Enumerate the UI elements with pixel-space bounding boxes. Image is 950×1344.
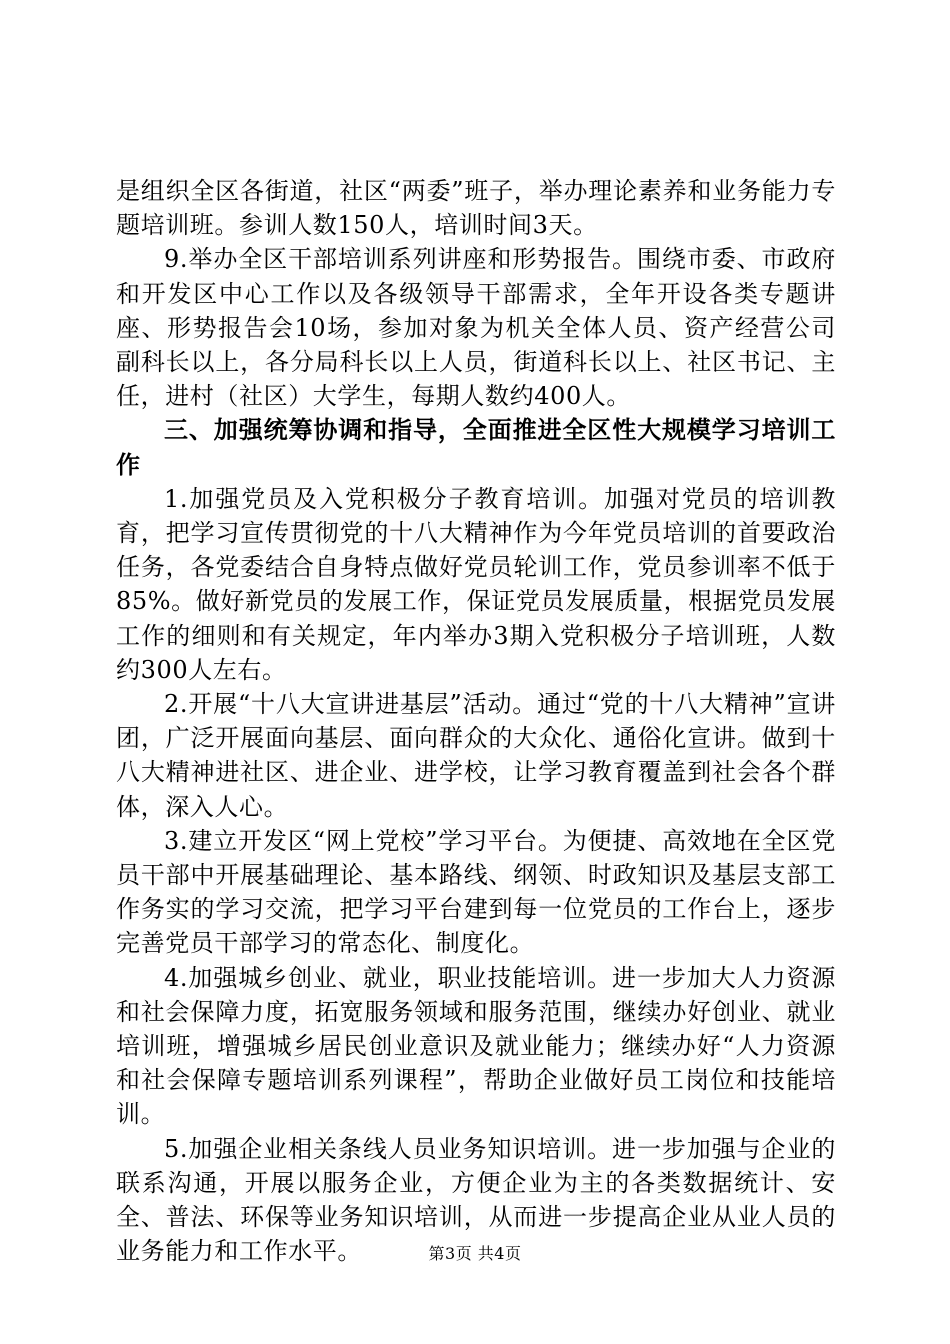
paragraph-item-3: 3.建立开发区“网上党校”学习平台。为便捷、高效地在全区党员干部中开展基础理论、基本路线、纲领、时政知识及基层支部工作务实的学习交流，把学习平台建到每一位党员的工作台上，逐步完善党员干部学习的常态化、制度化。 xyxy=(116,826,836,958)
paragraph-item-5: 5.加强企业相关条线人员业务知识培训。进一步加强与企业的联系沟通，开展以服务企业，方便企业为主的各类数据统计、安全、普法、环保等业务知识培训，从而进一步提高企业从业人员的业务能力和工作水平。 xyxy=(116,1134,836,1266)
paragraph-continuation: 是组织全区各街道，社区“两委”班子，举办理论素养和业务能力专题培训班。参训人数150人，培训时间3天。 xyxy=(116,177,836,240)
paragraph-item-2: 2.开展“十八大宣讲进基层”活动。通过“党的十八大精神”宣讲团，广泛开展面向基层、面向群众的大众化、通俗化宣讲。做到十八大精神进社区、进企业、进学校，让学习教育覆盖到社会各个群体，深入人心。 xyxy=(116,690,836,821)
paragraph-item-1: 1.加强党员及入党积极分子教育培训。加强对党员的培训教育，把学习宣传贯彻党的十八大精神作为今年党员培训的首要政治任务，各党委结合自身特点做好党员轮训工作，党员参训率不低于85%。做好新党员的发展工作，保证党员发展质量，根据党员发展工作的细则和有关规定，年内举办3期入党积极分子培训班，人数约300人左右。 xyxy=(116,484,836,684)
page-number-footer: 第3页 共4页 xyxy=(428,1244,522,1263)
document-body xyxy=(116,174,836,1269)
paragraph-item-9: 9.举办全区干部培训系列讲座和形势报告。围绕市委、市政府和开发区中心工作以及各级领导干部需求，全年开设各类专题讲座、形势报告会10场，参加对象为机关全体人员、资产经营公司副科长以上，各分局科长以上人员，街道科长以上、社区书记、主任，进村（社区）大学生，每期人数约400人。 xyxy=(116,245,836,411)
section-heading-3: 三、加强统筹协调和指导，全面推进全区性大规模学习培训工作 xyxy=(116,415,836,479)
paragraph-item-4: 4.加强城乡创业、就业，职业技能培训。进一步加大人力资源和社会保障力度，拓宽服务领域和服务范围，继续办好创业、就业培训班，增强城乡居民创业意识及就业能力；继续办好“人力资源和社会保障专题培训系列课程”，帮助企业做好员工岗位和技能培训。 xyxy=(116,963,836,1129)
